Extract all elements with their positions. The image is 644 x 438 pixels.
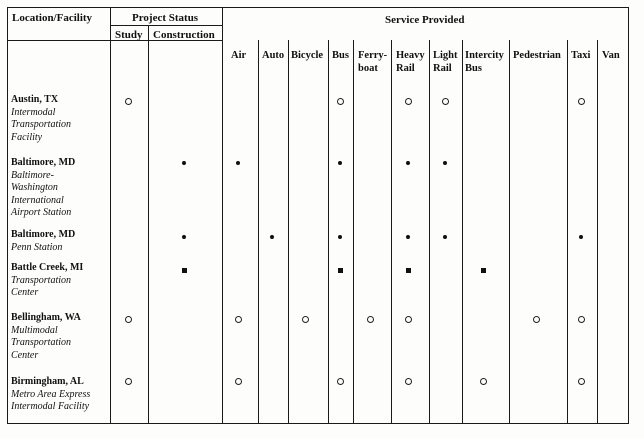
header-project-status: Project Status — [132, 12, 199, 24]
dot-air-mark — [236, 161, 240, 165]
dot-auto-mark — [270, 235, 274, 239]
open-circle-intercity-mark — [480, 378, 487, 385]
open-circle-heavy-mark — [405, 316, 412, 323]
rule-heavy-right — [429, 40, 430, 424]
service-header-pedestrian: Pedestrian — [513, 50, 561, 61]
service-header-bicycle: Bicycle — [291, 50, 324, 61]
dot-heavy-mark — [406, 161, 410, 165]
rule-intercity-right — [509, 40, 510, 424]
open-circle-bus-mark — [337, 378, 344, 385]
open-circle-bicycle-mark — [302, 316, 309, 323]
dot-heavy-mark — [406, 235, 410, 239]
city-name: Battle Creek, MI — [11, 262, 84, 273]
service-header-light-rail: Light Rail — [433, 50, 458, 74]
location-cell-austin: Austin, TX Intermodal Transportation Facility — [11, 94, 109, 144]
square-heavy-mark — [406, 268, 411, 273]
rule-right — [628, 7, 629, 424]
open-circle-taxi-mark — [578, 98, 585, 105]
location-cell-birmingham: Birmingham, AL Metro Area Express Intermodal Facility — [11, 376, 109, 414]
city-name: Birmingham, AL — [11, 376, 84, 387]
square-construction-mark — [182, 268, 187, 273]
city-name: Bellingham, WA — [11, 312, 81, 323]
rule-study-right — [148, 25, 149, 424]
open-circle-study-mark — [125, 98, 132, 105]
open-circle-light-mark — [442, 98, 449, 105]
rule-status-sub — [110, 25, 222, 26]
rule-light-right — [462, 40, 463, 424]
dot-light-mark — [443, 161, 447, 165]
open-circle-taxi-mark — [578, 316, 585, 323]
dot-bus-mark — [338, 235, 342, 239]
open-circle-study-mark — [125, 378, 132, 385]
rule-bottom — [7, 423, 629, 424]
rule-bus-right — [353, 40, 354, 424]
square-bus-mark — [338, 268, 343, 273]
open-circle-study-mark — [125, 316, 132, 323]
open-circle-air-mark — [235, 378, 242, 385]
rule-air-right — [258, 40, 259, 424]
header-service-provided: Service Provided — [385, 14, 465, 26]
open-circle-bus-mark — [337, 98, 344, 105]
location-cell-baltimore-penn: Baltimore, MD Penn Station — [11, 229, 109, 254]
service-header-van: Van — [602, 50, 620, 61]
service-header-bus: Bus — [332, 50, 349, 61]
service-header-auto: Auto — [262, 50, 285, 61]
service-header-air: Air — [231, 50, 247, 61]
location-cell-battle-creek: Battle Creek, MI Transportation Center — [11, 262, 109, 300]
rule-location-right — [110, 7, 111, 424]
city-name: Austin, TX — [11, 94, 59, 105]
location-cell-bellingham: Bellingham, WA Multimodal Transportation Center — [11, 312, 109, 362]
city-name: Baltimore, MD — [11, 157, 76, 168]
header-location: Location/Facility — [12, 12, 93, 24]
rule-pedestrian-right — [567, 40, 568, 424]
open-circle-heavy-mark — [405, 378, 412, 385]
rule-status-right — [222, 7, 223, 424]
dot-light-mark — [443, 235, 447, 239]
square-intercity-mark — [481, 268, 486, 273]
rule-taxi-right — [597, 40, 598, 424]
open-circle-ferry-mark — [367, 316, 374, 323]
dot-construction-mark — [182, 161, 186, 165]
open-circle-heavy-mark — [405, 98, 412, 105]
header-study: Study — [115, 29, 143, 41]
dot-bus-mark — [338, 161, 342, 165]
rule-ferry-right — [391, 40, 392, 424]
open-circle-pedestrian-mark — [533, 316, 540, 323]
location-cell-baltimore-airport: Baltimore, MD Baltimore- Washington International Airport Station — [11, 157, 109, 220]
dot-construction-mark — [182, 235, 186, 239]
service-header-ferry: Ferry- boat — [358, 50, 388, 74]
rule-top — [7, 7, 629, 8]
service-header-taxi: Taxi — [571, 50, 591, 61]
rule-bicycle-right — [328, 40, 329, 424]
open-circle-air-mark — [235, 316, 242, 323]
rule-left — [7, 7, 8, 424]
city-name: Baltimore, MD — [11, 229, 76, 240]
rule-auto-right — [288, 40, 289, 424]
open-circle-taxi-mark — [578, 378, 585, 385]
service-header-intercity-bus: Intercity Bus — [465, 50, 504, 74]
header-construction: Construction — [153, 29, 215, 41]
dot-taxi-mark — [579, 235, 583, 239]
service-header-heavy-rail: Heavy Rail — [396, 50, 425, 74]
